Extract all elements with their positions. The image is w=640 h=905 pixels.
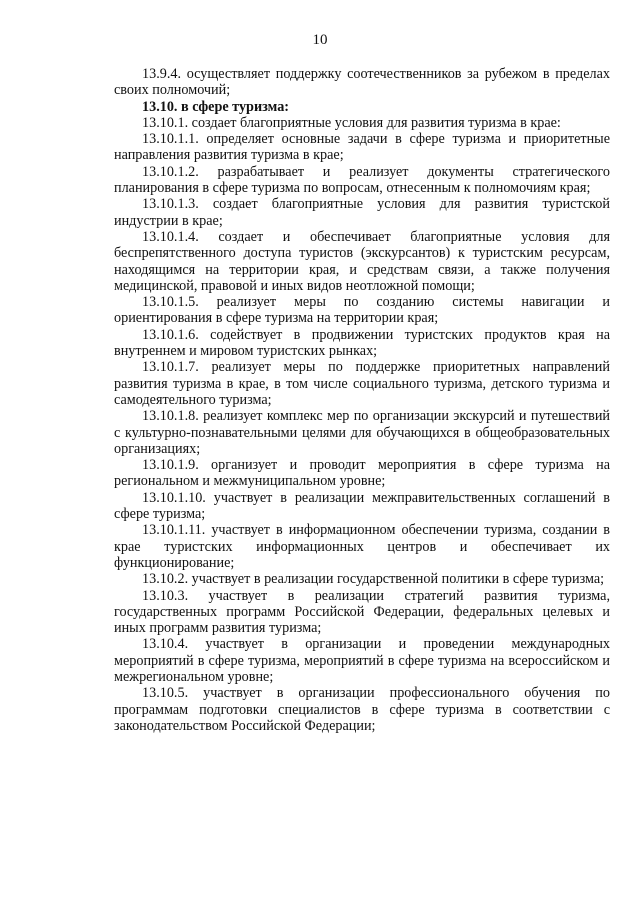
- paragraph-13-10-1-1: 13.10.1.1. определяет основные задачи в сфере туризма и приоритетные направления развития туризма в крае;: [114, 131, 610, 164]
- paragraph-13-10-1-10: 13.10.1.10. участвует в реализации межправительственных соглашений в сфере туризма;: [114, 489, 610, 523]
- paragraph-13-10-2: 13.10.2. участвует в реализации государственной политики в сфере туризма;: [142, 571, 605, 588]
- section-heading-13-10: 13.10. в сфере туризма:: [142, 98, 290, 115]
- paragraph-13-10-1-7: 13.10.1.7. реализует меры по поддержке приоритетных направлений развития туризма в крае, в том числе социального туризма, детского туризма и самодеятельного туризма;: [114, 359, 610, 408]
- paragraph-13-10-1-6: 13.10.1.6. содействует в продвижении туристских продуктов края на внутреннем и мировом туристских рынках;: [114, 326, 610, 360]
- paragraph-13-10-1: 13.10.1. создает благоприятные условия для развития туризма в крае:: [142, 114, 561, 131]
- paragraph-13-10-1-3: 13.10.1.3. создает благоприятные условия для развития туристской индустрии в крае;: [114, 196, 610, 229]
- paragraph-13-10-1-4: 13.10.1.4. создает и обеспечивает благоприятные условия для беспрепятственного доступа туристов (экскурсантов) к туристским ресурсам, находящимся на территории края, и средствам связи, а также получения медицинской, правовой и иных видов неотложной помощи;: [114, 228, 610, 294]
- paragraph-13-10-1-9: 13.10.1.9. организует и проводит мероприятия в сфере туризма на региональном и межмуниципальном уровне;: [114, 457, 610, 490]
- paragraph-13-10-1-2: 13.10.1.2. разрабатывает и реализует документы стратегического планирования в сфере туризма по вопросам, отнесенным к полномочиям края;: [114, 163, 610, 197]
- document-body: [114, 66, 610, 734]
- paragraph-13-10-1-11: 13.10.1.11. участвует в информационном обеспечении туризма, создании в крае туристских информационных центров и обеспечивает их функционирование;: [114, 522, 610, 571]
- paragraph-13-10-1-8: 13.10.1.8. реализует комплекс мер по организации экскурсий и путешествий с культурно-познавательными целями для обучающихся в общеобразовательных организациях;: [114, 408, 610, 457]
- paragraph-13-10-4: 13.10.4. участвует в организации и проведении международных мероприятий в сфере туризма, мероприятий в сфере туризма на всероссийском и межрегиональном уровне;: [114, 636, 610, 685]
- paragraph-13-10-3: 13.10.3. участвует в реализации стратегий развития туризма, государственных программ Российской Федерации, федеральных целевых и иных программ развития туризма;: [114, 587, 610, 637]
- paragraph-13-9-4: 13.9.4. осуществляет поддержку соотечественников за рубежом в пределах своих полномочий;: [114, 66, 610, 99]
- page-number: 10: [312, 32, 328, 48]
- paragraph-13-10-1-5: 13.10.1.5. реализует меры по созданию системы навигации и ориентирования в сфере туризма на территории края;: [114, 294, 610, 327]
- paragraph-13-10-5: 13.10.5. участвует в организации профессионального обучения по программам подготовки специалистов в сфере туризма в соответствии с законодательством Российской Федерации;: [114, 685, 610, 734]
